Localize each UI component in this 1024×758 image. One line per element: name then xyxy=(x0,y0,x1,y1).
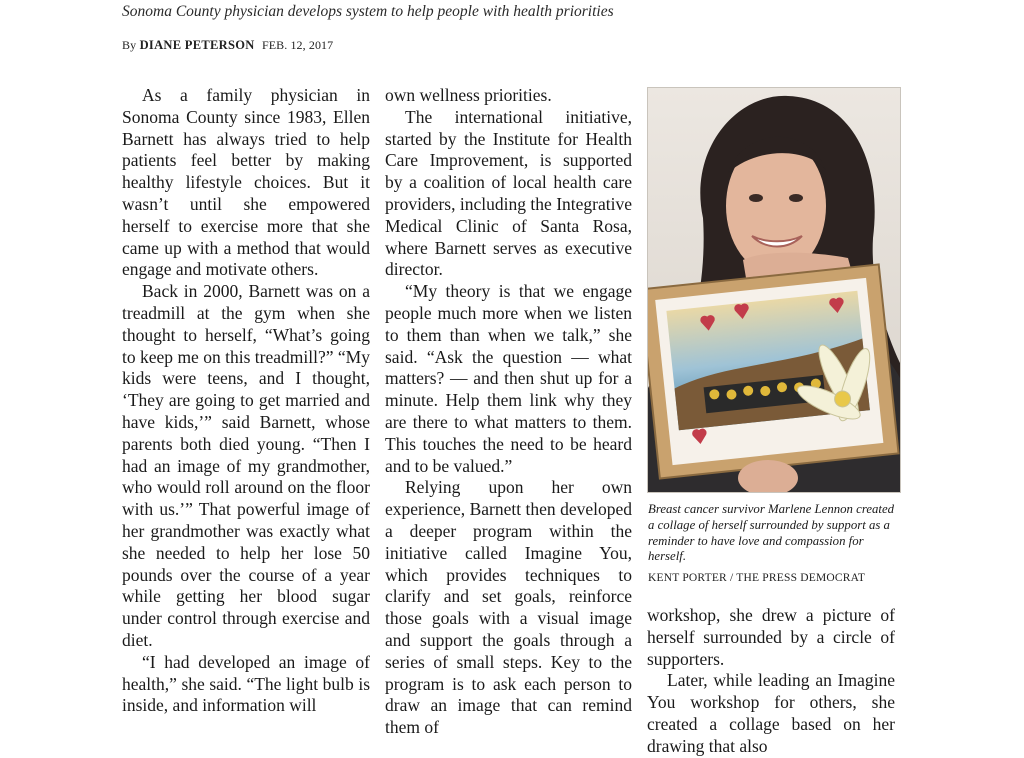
article-paragraph: “I had developed an image of health,” she said. “The light bulb is inside, and information will xyxy=(122,651,370,716)
article-subtitle: Sonoma County physician develops system to help people with health priorities xyxy=(122,3,614,20)
photo-credit: KENT PORTER / THE PRESS DEMOCRAT xyxy=(648,572,866,584)
article-paragraph: The international initiative, started by the Institute for Health Care Improvement, is supported by a coalition of local health care providers, including the Integrative Medical Clinic of Santa Rosa, where Barnett serves as executive director. xyxy=(385,106,632,280)
byline-author[interactable]: DIANE PETERSON xyxy=(139,38,255,52)
article-paragraph: workshop, she drew a picture of herself surrounded by a circle of supporters. xyxy=(647,605,895,669)
photo-illustration xyxy=(648,88,900,492)
article-paragraph: own wellness priorities. xyxy=(385,85,552,105)
article-paragraph: Relying upon her own experience, Barnett then developed a deeper program within the initiative called Imagine You, which provides techniques to clarify and set goals, reinforce those goals with a visual image and support the goals through a series of small steps. Key to the program is to ask each person to draw an image that can remind them of xyxy=(385,477,632,738)
byline xyxy=(122,37,333,53)
article-paragraph: Back in 2000, Barnett was on a treadmill at the gym when she thought to herself, “What’s going to keep me on this treadmill?” “My kids were teens, and I thought, ‘They are going to get married and have kids,’” said Barnett, whose parents both died young. “Then I had an image of my grandmother, who would roll around on the floor with us.’” That powerful image of her grandmother was exactly what she needed to help her lose 50 pounds over the course of a year while getting her blood sugar under control through exercise and diet. xyxy=(122,281,370,650)
article-column-1 xyxy=(122,85,370,717)
byline-prefix: By xyxy=(122,38,137,52)
article-paragraph: “My theory is that we engage people much more when we listen to them than when we talk,” she said. “Ask the question — what matters? — and then shut up for a minute. Help them link why they are there to what matters to them. This touches the need to be heard and to be valued.” xyxy=(385,281,632,476)
photo-caption: Breast cancer survivor Marlene Lennon created a collage of herself surrounded by support as a reminder to have love and compassion for herself. xyxy=(648,502,895,564)
article-paragraph: As a family physician in Sonoma County since 1983, Ellen Barnett has always tried to help patients feel better by making healthy lifestyle choices. But it wasn’t until she empowered herself to exercise more that she came up with a method that would engage and motivate others. xyxy=(122,85,370,280)
article-column-3 xyxy=(647,605,895,758)
byline-date: FEB. 12, 2017 xyxy=(261,38,334,52)
article-photo[interactable] xyxy=(647,87,901,493)
article-paragraph: Later, while leading an Imagine You workshop for others, she created a collage based on her drawing that also xyxy=(647,670,895,756)
article-column-2 xyxy=(385,85,632,739)
